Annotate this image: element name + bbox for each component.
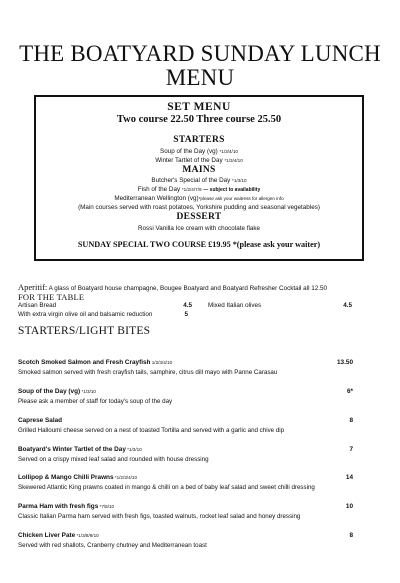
allergen-codes: *1/3/4/10 [224, 158, 243, 163]
dish-description: Please ask a member of staff for today's soup of the day [18, 398, 173, 405]
set-menu-heading: SET MENU [167, 101, 231, 113]
allergen-codes: 1/2/3/4/10 [150, 360, 173, 365]
set-main-item [36, 186, 362, 193]
set-dessert-heading: DESSERT [176, 212, 222, 222]
set-starter-name: Soup of the Day (vg) [160, 148, 218, 155]
set-menu-pricing: Two course 22.50 Three course 25.50 [116, 114, 282, 125]
dish-price: 14 [345, 474, 353, 481]
table-extra-name: With extra virgin olive oil and balsamic reduction [18, 311, 153, 318]
dish-description: Served on a crispy mixed leaf salad and rounded with house dressing [18, 456, 209, 463]
set-mains-note: (Main courses served with roast potatoes, Yorkshire pudding and seasonal vegetables) [78, 204, 320, 211]
set-starter-name: Winter Tartlet of the Day [155, 157, 223, 164]
set-main-name: Mediterranean Wellington (vg) [114, 195, 199, 202]
dish-item [18, 532, 358, 549]
dish-item [18, 359, 358, 376]
allergen-codes: *1/2/4/7/9 [181, 187, 202, 192]
starters-light-heading: STARTERS/LIGHT BITES [18, 325, 151, 337]
table-item-price: 4.5 [183, 302, 192, 309]
dish-description: Grilled Halloumi cheese served on a nest of toasted Tortilla and served with a garlic and chive dip [18, 427, 285, 434]
dish-description: Served with red shallots, Cranberry chutney and Mediterranean toast [18, 542, 207, 549]
dish-name: Caprese Salad [18, 417, 63, 424]
set-main-name: Fish of the Day [137, 186, 181, 193]
for-the-table-heading: FOR THE TABLE [18, 292, 85, 302]
table-extra-price: 5 [184, 311, 188, 318]
dish-price: 7 [349, 446, 353, 453]
dish-name: Soup of the Day (vg) [18, 388, 81, 395]
set-menu-box [34, 95, 364, 261]
availability-note: — subject to availability [203, 187, 261, 193]
menu-title-line1: THE BOATYARD SUNDAY LUNCH [19, 41, 381, 66]
aperitif-line [18, 282, 388, 292]
dish-item [18, 417, 358, 434]
set-main-item [36, 195, 362, 202]
allergen-codes: *7/8/10 [98, 504, 115, 509]
dish-description: Skewered Atlantic King prawns coated in mango & chilli on a bed of baby leaf salad and sweet chilli dressing [18, 484, 315, 491]
aperitif-label: Aperitif: [18, 282, 48, 292]
set-starters-heading: STARTERS [173, 135, 225, 145]
menu-title-line2: MENU [165, 65, 235, 90]
dish-item [18, 474, 358, 491]
set-main-item [36, 177, 362, 184]
dish-name: Chicken Liver Pate [18, 532, 76, 539]
dish-description: Classic Italian Parma ham served with fresh figs, toasted walnuts, rocket leaf salad and honey dressing [18, 513, 301, 520]
set-mains-heading: MAINS [182, 165, 216, 175]
allergen-codes: *1/3/10 [80, 389, 96, 394]
allergen-codes: *1/3/8/9/10 [75, 533, 99, 538]
dish-name: Scotch Smoked Salmon and Fresh Crayfish [18, 359, 151, 366]
dish-item [18, 388, 358, 405]
table-item-name: Mixed Italian olives [208, 302, 262, 309]
allergen-codes: *1/3/4/10 [219, 149, 238, 154]
set-dessert-item: Rossi Vanilla Ice cream with chocolate flake [137, 225, 261, 232]
set-starter-item [36, 148, 362, 155]
sunday-special: SUNDAY SPECIAL TWO COURSE £19.95 *(please ask your waiter) [77, 240, 321, 249]
dish-price: 10 [345, 503, 353, 510]
dish-price: 6* [346, 388, 353, 395]
dish-description: Smoked salmon served with fresh crayfish tails, samphire, citrus dill mayo with Panne Carasau [18, 369, 278, 376]
allergen-note: *please ask your waitress for allergen info [198, 196, 284, 201]
dish-name: Parma Ham with fresh figs [18, 503, 99, 510]
dish-item [18, 446, 358, 463]
table-item-name: Artisan Bread [18, 302, 57, 309]
dish-name: Boatyard's Winter Tartlet of the Day [18, 446, 126, 453]
dish-name: Lollipop & Mango Chilli Prawns [18, 474, 114, 481]
allergen-codes: *1/2/3/4/10 [113, 475, 138, 480]
aperitif-text: A glass of Boatyard house champagne, Bougee Boatyard and Boatyard Refresher Cocktail all 12.50 [47, 285, 327, 292]
allergen-codes: *1/3/10 [125, 447, 142, 452]
set-starter-item [36, 157, 362, 164]
allergen-codes: *1/3/10 [232, 178, 247, 183]
dish-price: 8 [349, 532, 353, 539]
table-item-price: 4.5 [343, 302, 352, 309]
dish-price: 13.50 [337, 359, 353, 366]
dish-price: 8 [349, 417, 353, 424]
dish-item [18, 503, 358, 520]
set-main-name: Butcher's Special of the Day [151, 177, 231, 184]
